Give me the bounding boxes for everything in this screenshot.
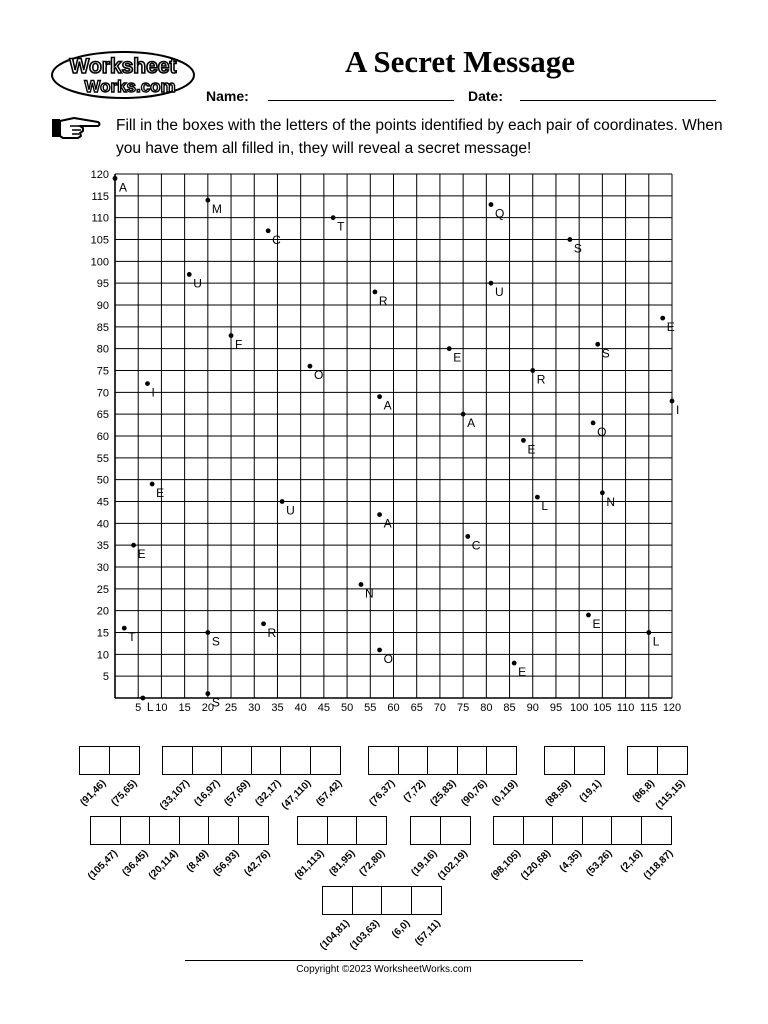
plot-point bbox=[113, 176, 118, 181]
point-letter: A bbox=[467, 416, 476, 431]
point-letter: I bbox=[676, 403, 680, 418]
answer-box[interactable] bbox=[411, 886, 442, 915]
answer-box[interactable] bbox=[398, 746, 429, 775]
point-letter: E bbox=[137, 547, 146, 562]
point-letter: R bbox=[267, 625, 277, 640]
plot-point bbox=[489, 202, 494, 207]
coordinate-label: (20,114) bbox=[147, 848, 181, 882]
coordinate-label: (90,76) bbox=[459, 778, 490, 809]
answer-box[interactable] bbox=[574, 746, 605, 775]
answer-box[interactable] bbox=[109, 746, 140, 775]
y-tick-label: 115 bbox=[91, 190, 109, 203]
answer-box[interactable] bbox=[611, 816, 642, 845]
point-letter: Q bbox=[494, 206, 505, 221]
plot-point bbox=[521, 438, 526, 443]
plot-point bbox=[660, 316, 665, 321]
point-letter: U bbox=[193, 276, 202, 291]
answer-box[interactable] bbox=[457, 746, 488, 775]
point-letter: E bbox=[156, 486, 165, 501]
coordinate-label: (56,93) bbox=[211, 848, 242, 879]
plot-point bbox=[586, 613, 591, 618]
coordinate-label: (86,8) bbox=[630, 778, 657, 805]
answer-group bbox=[162, 746, 339, 775]
x-tick-label: 20 bbox=[201, 702, 214, 714]
coordinate-label: (7,72) bbox=[402, 778, 429, 805]
x-tick-label: 45 bbox=[317, 702, 330, 714]
x-tick-label: 85 bbox=[503, 702, 516, 714]
point-letter: F bbox=[235, 337, 243, 352]
coordinate-label: (118,87) bbox=[641, 848, 676, 882]
point-letter: E bbox=[518, 665, 527, 680]
y-tick-label: 65 bbox=[96, 409, 109, 422]
plot-point bbox=[377, 394, 382, 399]
x-tick-label: 75 bbox=[457, 702, 470, 714]
coordinate-label: (103,63) bbox=[348, 918, 383, 953]
coordinate-label: (42,76) bbox=[242, 848, 273, 879]
answer-box[interactable] bbox=[352, 886, 383, 915]
answer-group bbox=[544, 746, 603, 775]
answer-box[interactable] bbox=[322, 886, 353, 915]
answer-box[interactable] bbox=[493, 816, 524, 845]
coordinate-label: (2,16) bbox=[618, 848, 645, 875]
answer-group bbox=[90, 816, 267, 845]
coordinate-label: (0,119) bbox=[489, 778, 520, 808]
plot-point bbox=[447, 346, 452, 351]
coordinate-label: (98,105) bbox=[488, 848, 523, 883]
coordinate-label: (47,110) bbox=[280, 778, 314, 812]
answer-box[interactable] bbox=[486, 746, 517, 775]
answer-box[interactable] bbox=[523, 816, 554, 845]
point-letter: E bbox=[592, 617, 601, 632]
y-tick-label: 40 bbox=[96, 518, 109, 531]
x-tick-label: 50 bbox=[340, 702, 354, 714]
answer-group bbox=[368, 746, 516, 775]
point-letter: O bbox=[597, 424, 607, 439]
point-letter: S bbox=[211, 634, 220, 649]
y-tick-label: 20 bbox=[96, 605, 109, 618]
page-title: A Secret Message bbox=[344, 44, 576, 79]
footer-divider bbox=[185, 960, 583, 961]
coordinate-label: (33,107) bbox=[157, 778, 192, 813]
answer-box[interactable] bbox=[79, 746, 110, 775]
coordinate-label: (104,81) bbox=[317, 918, 352, 953]
y-tick-label: 15 bbox=[96, 627, 109, 640]
point-letter: U bbox=[286, 503, 295, 518]
coordinate-label: (57,11) bbox=[413, 918, 444, 948]
x-tick-label: 5 bbox=[135, 702, 142, 714]
answer-box[interactable] bbox=[657, 746, 688, 775]
plot-point bbox=[122, 626, 127, 631]
point-letter: L bbox=[146, 700, 154, 714]
y-tick-label: 50 bbox=[96, 474, 109, 487]
y-tick-label: 105 bbox=[90, 234, 109, 247]
answer-box[interactable] bbox=[208, 816, 239, 845]
answer-box[interactable] bbox=[410, 816, 441, 845]
coordinate-label: (32,17) bbox=[253, 778, 284, 809]
point-letter: O bbox=[383, 651, 393, 666]
copyright: Copyright ©2023 WorksheetWorks.com bbox=[296, 964, 472, 975]
coordinate-label: (88,59) bbox=[543, 778, 574, 809]
plot-point bbox=[261, 621, 266, 626]
x-tick-label: 115 bbox=[640, 702, 658, 714]
answer-box[interactable] bbox=[627, 746, 658, 775]
date-label: Date: bbox=[468, 88, 504, 104]
x-tick-label: 80 bbox=[480, 702, 493, 714]
answer-group bbox=[493, 816, 670, 845]
answer-box[interactable] bbox=[310, 746, 341, 775]
x-tick-label: 25 bbox=[224, 702, 238, 714]
plot-point bbox=[229, 333, 234, 338]
x-tick-label: 60 bbox=[387, 702, 400, 714]
instructions-text: Fill in the boxes with the letters of the points identified by each pair of coordinates. When you have them all filled in, they will reveal a secret message! bbox=[116, 117, 723, 157]
point-letter: L bbox=[541, 499, 549, 514]
point-letter: C bbox=[272, 232, 281, 247]
answer-group bbox=[322, 886, 440, 915]
coordinate-label: (53,26) bbox=[584, 848, 615, 879]
coordinate-label: (115,15) bbox=[653, 778, 688, 812]
coordinate-label: (72,80) bbox=[357, 848, 388, 879]
y-tick-label: 100 bbox=[90, 256, 109, 269]
x-tick-label: 70 bbox=[433, 702, 447, 714]
plot-point bbox=[205, 630, 210, 635]
x-tick-label: 100 bbox=[569, 702, 589, 714]
answer-group bbox=[410, 816, 469, 845]
coordinate-label: (75,65) bbox=[109, 778, 140, 809]
answer-box[interactable] bbox=[381, 886, 412, 915]
answer-box[interactable] bbox=[162, 746, 193, 775]
x-tick-label: 35 bbox=[271, 702, 284, 714]
plot-point bbox=[567, 237, 572, 242]
plot-point bbox=[465, 534, 470, 539]
coordinate-label: (76,37) bbox=[367, 778, 398, 809]
plot-point bbox=[205, 198, 210, 203]
answer-box[interactable] bbox=[192, 746, 223, 775]
answer-box[interactable] bbox=[221, 746, 252, 775]
plot-point bbox=[266, 228, 271, 233]
coordinate-label: (81,95) bbox=[327, 848, 358, 879]
point-letter: R bbox=[536, 372, 546, 387]
plot-point bbox=[670, 399, 675, 404]
answer-box[interactable] bbox=[280, 746, 311, 775]
x-tick-label: 40 bbox=[294, 702, 307, 714]
coordinate-label: (91,46) bbox=[78, 778, 109, 809]
plot-point bbox=[600, 490, 605, 495]
answer-group bbox=[297, 816, 386, 845]
coordinate-label: (57,69) bbox=[222, 778, 253, 809]
coordinate-label: (81,113) bbox=[293, 848, 327, 882]
coordinate-label: (16,97) bbox=[192, 778, 223, 809]
x-tick-label: 10 bbox=[155, 702, 168, 714]
coordinate-label: (6,0) bbox=[390, 918, 413, 941]
plot-point bbox=[591, 421, 596, 426]
point-letter: A bbox=[383, 398, 392, 413]
point-letter: M bbox=[211, 202, 222, 217]
point-letter: S bbox=[601, 346, 610, 361]
logo-text-2: Works.com bbox=[84, 77, 176, 96]
plot-point bbox=[150, 482, 155, 487]
point-letter: L bbox=[652, 634, 660, 649]
answer-box[interactable] bbox=[238, 816, 269, 845]
y-tick-label: 45 bbox=[96, 496, 109, 509]
point-letter: A bbox=[119, 180, 128, 195]
plot-point bbox=[205, 691, 210, 696]
answer-group bbox=[79, 746, 138, 775]
coordinate-label: (105,47) bbox=[85, 848, 120, 883]
point-letter: I bbox=[151, 385, 155, 400]
plot-point bbox=[377, 512, 382, 517]
answer-box[interactable] bbox=[641, 816, 672, 845]
plot-point bbox=[131, 543, 136, 548]
y-tick-label: 35 bbox=[96, 540, 109, 553]
plot-point bbox=[187, 272, 192, 277]
plot-point bbox=[489, 281, 494, 286]
y-tick-label: 120 bbox=[90, 169, 109, 181]
x-tick-label: 65 bbox=[410, 702, 423, 714]
y-tick-label: 25 bbox=[96, 583, 109, 596]
coordinate-label: (4,35) bbox=[557, 848, 584, 875]
point-letter: N bbox=[606, 494, 616, 509]
point-letter: E bbox=[666, 320, 675, 335]
x-tick-label: 95 bbox=[549, 702, 563, 714]
answer-box[interactable] bbox=[552, 816, 583, 845]
coordinate-label: (25,83) bbox=[428, 778, 459, 809]
y-tick-label: 70 bbox=[96, 387, 109, 400]
plot-point bbox=[646, 630, 651, 635]
point-letter: E bbox=[453, 350, 462, 365]
coordinate-label: (19,1) bbox=[578, 778, 605, 805]
point-letter: A bbox=[383, 516, 392, 531]
x-tick-label: 105 bbox=[593, 702, 612, 714]
coordinate-label: (8,49) bbox=[185, 848, 212, 875]
x-tick-label: 90 bbox=[526, 702, 539, 714]
answer-box[interactable] bbox=[90, 816, 121, 845]
y-tick-label: 95 bbox=[96, 278, 109, 291]
answer-box[interactable] bbox=[544, 746, 575, 775]
plot-point bbox=[530, 368, 535, 373]
plot-point bbox=[308, 364, 313, 369]
point-letter: T bbox=[128, 630, 136, 645]
answer-group bbox=[627, 746, 686, 775]
y-tick-label: 85 bbox=[96, 321, 109, 334]
answer-box[interactable] bbox=[427, 746, 458, 775]
plot-point bbox=[595, 342, 600, 347]
answer-box[interactable] bbox=[251, 746, 282, 775]
point-letter: C bbox=[471, 538, 481, 553]
answer-box[interactable] bbox=[368, 746, 399, 775]
coordinate-label: (36,45) bbox=[120, 848, 151, 879]
plot-point bbox=[280, 499, 285, 504]
x-tick-label: 30 bbox=[248, 702, 261, 714]
point-letter: T bbox=[337, 219, 345, 234]
answer-box[interactable] bbox=[356, 816, 387, 845]
coordinate-label: (19,16) bbox=[409, 848, 440, 879]
plot-point bbox=[461, 412, 466, 417]
coordinate-label: (120,68) bbox=[519, 848, 554, 883]
x-tick-label: 120 bbox=[662, 702, 682, 714]
plot-point bbox=[535, 495, 540, 500]
point-letter: R bbox=[378, 293, 388, 308]
y-tick-label: 60 bbox=[96, 431, 109, 443]
point-letter: N bbox=[365, 586, 374, 601]
answer-box[interactable] bbox=[582, 816, 613, 845]
plot-point bbox=[331, 215, 336, 220]
x-tick-label: 15 bbox=[178, 702, 191, 714]
y-tick-label: 5 bbox=[102, 671, 109, 684]
y-tick-label: 75 bbox=[96, 365, 109, 378]
answer-box[interactable] bbox=[149, 816, 180, 845]
name-label: Name: bbox=[206, 88, 249, 104]
point-letter: U bbox=[494, 285, 504, 300]
plot-point bbox=[359, 582, 364, 587]
answer-box[interactable] bbox=[179, 816, 210, 845]
point-letter: S bbox=[573, 241, 582, 256]
y-tick-label: 80 bbox=[96, 343, 109, 356]
plot-point bbox=[377, 648, 382, 653]
plot-point bbox=[373, 290, 378, 295]
plot-point bbox=[145, 381, 150, 386]
logo-text-1: Worksheet bbox=[69, 55, 177, 78]
x-tick-label: 55 bbox=[364, 702, 377, 714]
x-tick-label: 110 bbox=[616, 702, 635, 714]
point-letter: O bbox=[313, 368, 324, 383]
coordinate-label: (57,42) bbox=[314, 778, 345, 809]
y-tick-label: 10 bbox=[96, 649, 109, 662]
answer-box[interactable] bbox=[327, 816, 358, 845]
y-tick-label: 30 bbox=[96, 562, 109, 574]
y-tick-label: 90 bbox=[96, 300, 109, 312]
answer-box[interactable] bbox=[440, 816, 471, 845]
y-tick-label: 55 bbox=[96, 452, 109, 465]
point-letter: E bbox=[527, 442, 536, 457]
answer-box[interactable] bbox=[120, 816, 151, 845]
coordinate-label: (102,19) bbox=[436, 848, 471, 883]
plot-point bbox=[512, 661, 517, 666]
answer-box[interactable] bbox=[297, 816, 328, 845]
plot-point bbox=[140, 696, 145, 701]
point-letter: S bbox=[211, 695, 220, 710]
y-tick-label: 110 bbox=[91, 212, 109, 225]
